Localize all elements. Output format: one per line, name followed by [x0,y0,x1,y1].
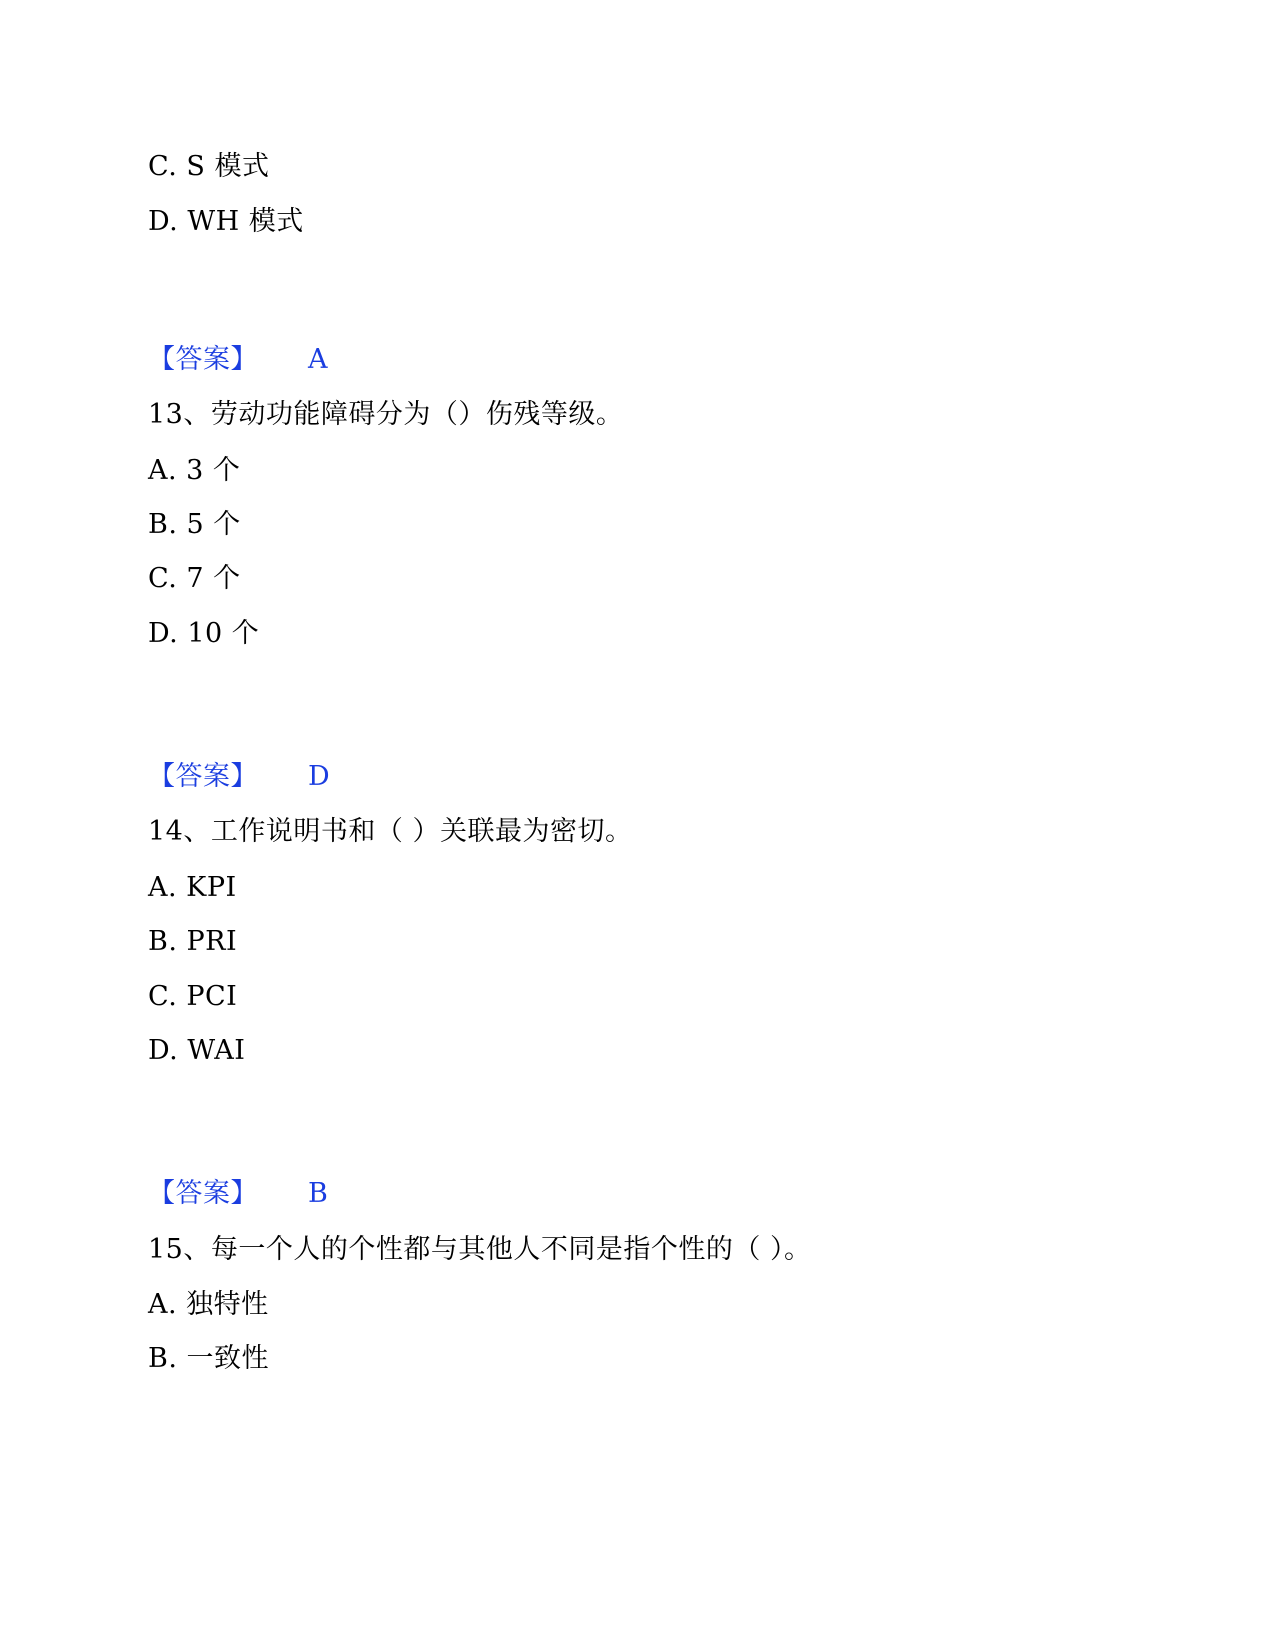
q12-option-c: C. S 模式 [148,151,270,182]
q13-option-b: B. 5 个 [148,509,241,540]
q15-stem: 15、每一个人的个性都与其他人不同是指个性的（ ）。 [148,1234,812,1265]
answer-value: D [308,761,331,792]
q12-answer [148,343,548,377]
q14-option-b: B. PRI [148,926,238,957]
q14-option-d: D. WAI [148,1035,246,1066]
q14-stem: 14、工作说明书和（ ）关联最为密切。 [148,816,633,847]
answer-label: 【答案】 [148,1178,258,1209]
q13-option-a: A. 3 个 [148,455,241,486]
answer-value: B [308,1178,329,1209]
q13-option-d: D. 10 个 [148,618,260,649]
q13-stem: 13、劳动功能障碍分为（）伤残等级。 [148,399,624,430]
answer-value: A [308,344,328,375]
answer-label: 【答案】 [148,344,258,375]
q15-option-a: A. 独特性 [148,1289,269,1320]
q14-answer [148,1177,548,1211]
q13-option-c: C. 7 个 [148,563,241,594]
q12-option-d: D. WH 模式 [148,206,304,237]
q14-option-a: A. KPI [148,872,237,903]
q13-answer [148,760,548,794]
answer-label: 【答案】 [148,761,258,792]
q14-option-c: C. PCI [148,981,238,1012]
q15-option-b: B. 一致性 [148,1343,270,1374]
